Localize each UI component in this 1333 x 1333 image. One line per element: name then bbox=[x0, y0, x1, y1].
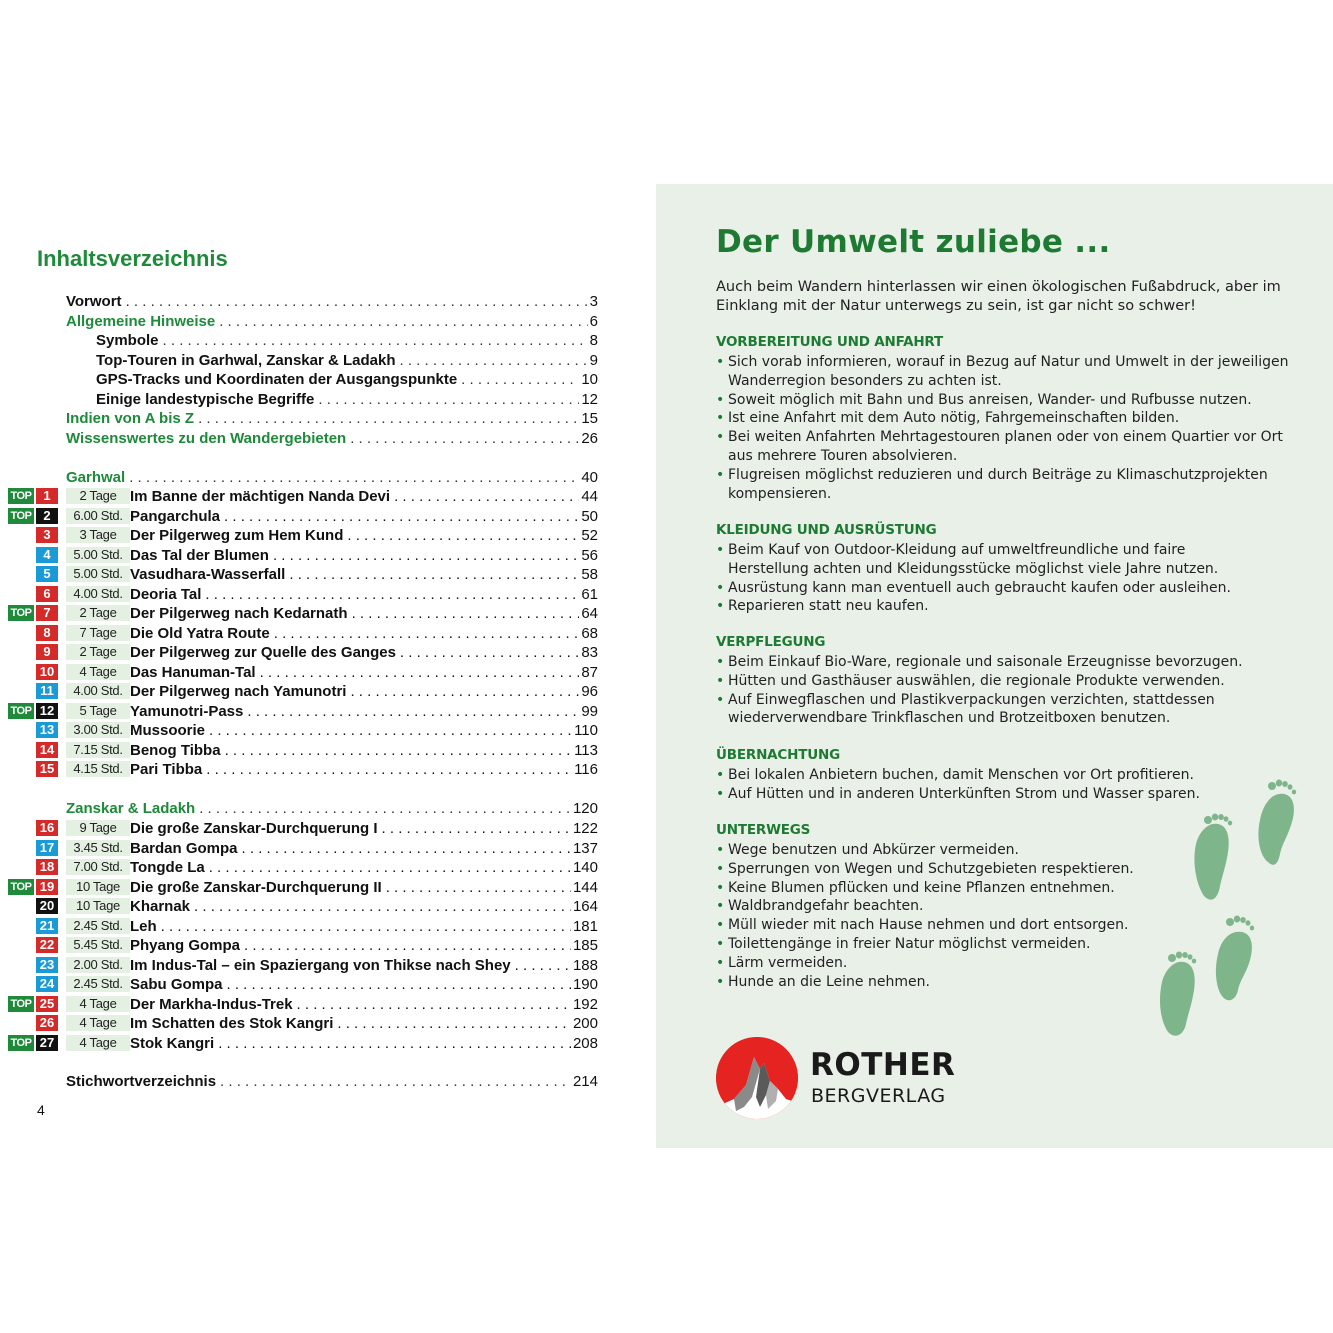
tour-duration: 5 Tage bbox=[66, 703, 130, 719]
tour-duration: 7 Tage bbox=[66, 625, 130, 641]
tour-number: 15 bbox=[36, 761, 58, 777]
tour-number: 20 bbox=[36, 898, 58, 914]
section-heading: VERPFLEGUNG bbox=[716, 634, 826, 650]
tour-number: 14 bbox=[36, 742, 58, 758]
tour-page: 164 bbox=[572, 898, 598, 915]
tour-entry bbox=[8, 721, 598, 740]
tour-title: Kharnak bbox=[130, 898, 191, 915]
tour-entry bbox=[8, 663, 598, 682]
tour-entry bbox=[8, 760, 598, 779]
tour-title: Stok Kangri bbox=[130, 1034, 215, 1052]
tour-page: 192 bbox=[572, 995, 598, 1013]
tour-page: 113 bbox=[574, 741, 598, 759]
tour-entry bbox=[8, 565, 598, 584]
toc-title: Inhaltsverzeichnis bbox=[37, 246, 228, 271]
tour-title: Im Banne der mächtigen Nanda Devi bbox=[130, 488, 391, 505]
tour-page: 190 bbox=[572, 976, 598, 993]
entry-label: Einige landestypische Begriffe bbox=[96, 391, 315, 408]
entry-page: 26 bbox=[581, 430, 598, 447]
tour-number: 26 bbox=[36, 1015, 58, 1031]
tour-duration: 4 Tage bbox=[66, 1015, 130, 1031]
tour-number: 21 bbox=[36, 918, 58, 934]
tour-page: 61 bbox=[581, 585, 598, 603]
tour-title: Yamunotri-Pass bbox=[130, 702, 244, 720]
environment-panel bbox=[656, 184, 1333, 1148]
toc-entry-index bbox=[66, 1072, 598, 1091]
tour-title: Vasudhara-Wasserfall bbox=[130, 566, 286, 583]
toc-entry bbox=[66, 429, 598, 448]
env-intro: Auch beim Wandern hinterlassen wir einen ökologischen Fußabdruck, aber im Einklang mit der Natur unterwegs zu sein, ist gar nicht so schwer! bbox=[716, 279, 1281, 314]
tip-item: • Reparieren statt neu kaufen. bbox=[716, 597, 1261, 616]
tour-title: Leh bbox=[130, 917, 157, 935]
tour-duration: 4 Tage bbox=[66, 1035, 130, 1051]
tour-duration: 4.00 Std. bbox=[66, 586, 130, 602]
tour-entry bbox=[8, 507, 598, 526]
toc-entry bbox=[96, 390, 598, 409]
tour-entry bbox=[8, 956, 598, 975]
entry-page: 120 bbox=[572, 800, 598, 817]
tour-page: 144 bbox=[572, 878, 598, 896]
footprints-icon bbox=[1156, 910, 1276, 1040]
tour-title: Der Pilgerweg zur Quelle des Ganges bbox=[130, 644, 396, 661]
tour-page: 87 bbox=[581, 663, 598, 681]
toc-entry bbox=[96, 331, 598, 350]
tour-page: 137 bbox=[572, 839, 598, 857]
tour-duration: 6.00 Std. bbox=[66, 508, 130, 524]
entry-label: Allgemeine Hinweise bbox=[66, 313, 216, 330]
tour-title: Pangarchula bbox=[130, 507, 221, 525]
tour-title: Benog Tibba bbox=[130, 741, 221, 759]
tour-duration: 2 Tage bbox=[66, 488, 130, 504]
tour-page: 208 bbox=[572, 1034, 598, 1052]
tour-title: Das Tal der Blumen bbox=[130, 546, 269, 564]
tour-entry bbox=[8, 858, 598, 877]
tour-number: 16 bbox=[36, 820, 58, 836]
tour-number: 18 bbox=[36, 859, 58, 875]
tour-duration: 2.45 Std. bbox=[66, 918, 130, 934]
tour-title: Das Hanuman-Tal bbox=[130, 663, 256, 681]
tour-title: Mussoorie bbox=[130, 722, 206, 739]
tip-list bbox=[716, 353, 1291, 503]
tour-entry bbox=[8, 995, 598, 1014]
tip-list bbox=[716, 541, 1261, 616]
tour-page: 83 bbox=[581, 644, 598, 661]
tour-title: Sabu Gompa bbox=[130, 976, 223, 993]
tour-page: 50 bbox=[581, 507, 598, 525]
tour-title: Deoria Tal bbox=[130, 585, 202, 603]
tour-number: 13 bbox=[36, 722, 58, 738]
tour-entry bbox=[8, 682, 598, 701]
tour-duration: 3 Tage bbox=[66, 527, 130, 543]
tip-item: • Waldbrandgefahr beachten. bbox=[716, 897, 1156, 916]
tour-entry bbox=[8, 878, 598, 897]
tour-page: 56 bbox=[581, 546, 598, 564]
tour-entry bbox=[8, 624, 598, 643]
tour-duration: 10 Tage bbox=[66, 898, 130, 914]
tip-item: • Beim Einkauf Bio-Ware, regionale und saisonale Erzeugnisse bevorzugen. bbox=[716, 653, 1291, 672]
section-heading: VORBEREITUNG UND ANFAHRT bbox=[716, 334, 944, 350]
env-title: Der Umwelt zuliebe ... bbox=[716, 224, 1111, 260]
entry-page: 6 bbox=[589, 313, 598, 330]
tour-duration: 2 Tage bbox=[66, 605, 130, 621]
toc-entry bbox=[96, 351, 598, 370]
tour-number: 11 bbox=[36, 683, 58, 699]
tour-title: Bardan Gompa bbox=[130, 839, 238, 857]
tour-page: 140 bbox=[572, 859, 598, 876]
tip-item: • Hütten und Gasthäuser auswählen, die regionale Produkte verwenden. bbox=[716, 672, 1291, 691]
rother-logo bbox=[716, 1037, 956, 1123]
tour-title: Pari Tibba bbox=[130, 761, 203, 778]
tour-number: 7 bbox=[36, 605, 58, 621]
tour-page: 116 bbox=[574, 761, 598, 778]
tour-number: 19 bbox=[36, 879, 58, 895]
tour-entry bbox=[8, 897, 598, 916]
tip-item: • Ausrüstung kann man eventuell auch gebraucht kaufen oder ausleihen. bbox=[716, 579, 1261, 598]
tour-number: 3 bbox=[36, 527, 58, 543]
logo-subname: BERGVERLAG bbox=[811, 1085, 946, 1107]
tour-page: 64 bbox=[581, 605, 598, 622]
entry-page: 8 bbox=[589, 332, 598, 349]
entry-page: 40 bbox=[581, 469, 598, 486]
entry-label: Garhwal bbox=[66, 469, 126, 486]
tour-duration: 4.00 Std. bbox=[66, 683, 130, 699]
tour-duration: 3.00 Std. bbox=[66, 722, 130, 738]
tour-duration: 4.15 Std. bbox=[66, 761, 130, 777]
tour-title: Der Pilgerweg nach Yamunotri bbox=[130, 683, 347, 700]
tour-duration: 7.15 Std. bbox=[66, 742, 130, 758]
tour-page: 185 bbox=[572, 937, 598, 954]
entry-page: 9 bbox=[589, 352, 598, 369]
tour-number: 1 bbox=[36, 488, 58, 504]
tour-number: 9 bbox=[36, 644, 58, 660]
toc-entry bbox=[96, 370, 598, 389]
tour-number: 2 bbox=[36, 508, 58, 524]
tour-page: 188 bbox=[572, 956, 598, 974]
tour-page: 122 bbox=[572, 820, 598, 837]
tour-page: 200 bbox=[572, 1015, 598, 1032]
tour-title: Der Pilgerweg zum Hem Kund bbox=[130, 527, 344, 544]
tour-title: Der Markha-Indus-Trek bbox=[130, 995, 293, 1013]
entry-label: Stichwortverzeichnis bbox=[66, 1073, 217, 1090]
entry-page: 10 bbox=[581, 371, 598, 388]
tip-item: • Sperrungen von Wegen und Schutzgebieten respektieren. bbox=[716, 860, 1156, 879]
tip-item: • Flugreisen möglichst reduzieren und durch Beiträge zu Klimaschutzprojekten kompensieren. bbox=[716, 466, 1291, 504]
tip-item: • Auf Hütten und in anderen Unterkünften Strom und Wasser sparen. bbox=[716, 785, 1291, 804]
tour-entry bbox=[8, 546, 598, 565]
tour-duration: 9 Tage bbox=[66, 820, 130, 836]
entry-label: Symbole bbox=[96, 332, 159, 349]
table-of-contents bbox=[0, 0, 640, 1333]
tour-title: Die große Zanskar-Durchquerung I bbox=[130, 820, 378, 837]
tour-number: 8 bbox=[36, 625, 58, 641]
tour-title: Die große Zanskar-Durchquerung II bbox=[130, 878, 382, 896]
tour-number: 25 bbox=[36, 996, 58, 1012]
tour-title: Die Old Yatra Route bbox=[130, 624, 270, 642]
tour-entry bbox=[8, 839, 598, 858]
tip-item: • Bei weiten Anfahrten Mehrtagestouren planen oder von einem Quartier vor Ort aus mehrere Touren absolvieren. bbox=[716, 428, 1291, 466]
top-tour-badge: TOP bbox=[8, 879, 34, 895]
tour-page: 68 bbox=[581, 624, 598, 642]
top-tour-badge: TOP bbox=[8, 605, 34, 621]
top-tour-badge: TOP bbox=[8, 703, 34, 719]
tour-entry bbox=[8, 917, 598, 936]
entry-label: Wissenswertes zu den Wandergebieten bbox=[66, 430, 347, 447]
tour-duration: 3.45 Std. bbox=[66, 840, 130, 856]
tour-number: 24 bbox=[36, 976, 58, 992]
tip-item: • Toilettengänge in freier Natur möglichst vermeiden. bbox=[716, 935, 1156, 954]
tour-entry bbox=[8, 975, 598, 994]
tip-item: • Bei lokalen Anbietern buchen, damit Menschen vor Ort profitieren. bbox=[716, 766, 1291, 785]
logo-mountain-icon bbox=[716, 1037, 798, 1119]
tip-list bbox=[716, 841, 1156, 991]
tour-duration: 5.45 Std. bbox=[66, 937, 130, 953]
tour-title: Im Schatten des Stok Kangri bbox=[130, 1015, 334, 1032]
tour-number: 27 bbox=[36, 1035, 58, 1051]
tour-number: 5 bbox=[36, 566, 58, 582]
tour-entry bbox=[8, 741, 598, 760]
tour-duration: 10 Tage bbox=[66, 879, 130, 895]
entry-label: Zanskar & Ladakh bbox=[66, 800, 196, 817]
toc-entry bbox=[66, 292, 598, 311]
tour-entry bbox=[8, 1014, 598, 1033]
tour-page: 99 bbox=[581, 702, 598, 720]
tour-duration: 4 Tage bbox=[66, 664, 130, 680]
tour-entry bbox=[8, 819, 598, 838]
tip-item: • Soweit möglich mit Bahn und Bus anreisen, Wander- und Rufbusse nutzen. bbox=[716, 391, 1291, 410]
tour-number: 17 bbox=[36, 840, 58, 856]
tour-page: 44 bbox=[581, 488, 598, 505]
tour-number: 4 bbox=[36, 547, 58, 563]
footprints-icon bbox=[1186, 774, 1306, 914]
tour-entry bbox=[8, 585, 598, 604]
tour-title: Tongde La bbox=[130, 859, 205, 876]
tour-entry bbox=[8, 936, 598, 955]
env-section-food bbox=[716, 634, 1291, 728]
tour-duration: 4 Tage bbox=[66, 996, 130, 1012]
section-heading: UNTERWEGS bbox=[716, 822, 811, 838]
entry-label: Vorwort bbox=[66, 293, 122, 310]
entry-page: 214 bbox=[572, 1073, 598, 1090]
tour-page: 181 bbox=[572, 917, 598, 935]
tour-number: 23 bbox=[36, 957, 58, 973]
tour-number: 6 bbox=[36, 586, 58, 602]
tour-entry bbox=[8, 702, 598, 721]
entry-label: Indien von A bis Z bbox=[66, 410, 195, 427]
env-section-clothing bbox=[716, 522, 1261, 616]
top-tour-badge: TOP bbox=[8, 508, 34, 524]
tour-page: 58 bbox=[581, 566, 598, 583]
tour-entry bbox=[8, 1034, 598, 1053]
entry-page: 15 bbox=[581, 410, 598, 427]
tour-title: Der Pilgerweg nach Kedarnath bbox=[130, 605, 348, 622]
tour-duration: 2 Tage bbox=[66, 644, 130, 660]
region-heading bbox=[66, 468, 598, 487]
tip-item: • Hunde an die Leine nehmen. bbox=[716, 973, 1156, 992]
region-heading bbox=[66, 799, 598, 818]
tour-entry bbox=[8, 526, 598, 545]
tour-duration: 5.00 Std. bbox=[66, 547, 130, 563]
page-number: 4 bbox=[37, 1102, 45, 1118]
section-heading: KLEIDUNG UND AUSRÜSTUNG bbox=[716, 522, 937, 538]
top-tour-badge: TOP bbox=[8, 488, 34, 504]
tip-item: • Wege benutzen und Abkürzer vermeiden. bbox=[716, 841, 1156, 860]
tip-item: • Lärm vermeiden. bbox=[716, 954, 1156, 973]
entry-label: Top-Touren in Garhwal, Zanskar & Ladakh bbox=[96, 352, 396, 369]
entry-page: 3 bbox=[589, 293, 598, 310]
tour-page: 110 bbox=[574, 722, 598, 739]
tour-entry bbox=[8, 643, 598, 662]
logo-name: ROTHER bbox=[810, 1047, 956, 1083]
tour-entry bbox=[8, 487, 598, 506]
top-tour-badge: TOP bbox=[8, 996, 34, 1012]
tour-entry bbox=[8, 604, 598, 623]
tip-item: • Beim Kauf von Outdoor-Kleidung auf umweltfreundliche und faire Herstellung achten und Kleidungsstücke möglichst viele Jahre nutzen. bbox=[716, 541, 1261, 579]
tour-duration: 2.45 Std. bbox=[66, 976, 130, 992]
entry-page: 12 bbox=[581, 391, 598, 408]
section-heading: ÜBERNACHTUNG bbox=[716, 747, 840, 763]
toc-entry bbox=[66, 312, 598, 331]
tour-title: Im Indus-Tal – ein Spaziergang von Thikse nach Shey bbox=[130, 956, 511, 974]
tour-page: 96 bbox=[581, 683, 598, 700]
toc-entry bbox=[66, 409, 598, 428]
entry-label: GPS-Tracks und Koordinaten der Ausgangspunkte bbox=[96, 371, 458, 388]
tour-number: 10 bbox=[36, 664, 58, 680]
tour-number: 22 bbox=[36, 937, 58, 953]
tip-item: • Auf Einwegflaschen und Plastikverpackungen verzichten, stattdessen wiederverwendbare Trinkflaschen und Brotzeitboxen benutzen. bbox=[716, 691, 1291, 729]
tour-duration: 2.00 Std. bbox=[66, 957, 130, 973]
env-section-preparation bbox=[716, 334, 1291, 503]
tip-item: • Müll wieder mit nach Hause nehmen und dort entsorgen. bbox=[716, 916, 1156, 935]
tip-item: • Ist eine Anfahrt mit dem Auto nötig, Fahrgemeinschaften bilden. bbox=[716, 409, 1291, 428]
tour-duration: 7.00 Std. bbox=[66, 859, 130, 875]
tour-duration: 5.00 Std. bbox=[66, 566, 130, 582]
top-tour-badge: TOP bbox=[8, 1035, 34, 1051]
tour-title: Phyang Gompa bbox=[130, 937, 241, 954]
env-section-on-the-way bbox=[716, 822, 1156, 991]
tip-list bbox=[716, 653, 1291, 728]
tip-item: • Sich vorab informieren, worauf in Bezug auf Natur und Umwelt in der jeweiligen Wanderregion besonders zu achten ist. bbox=[716, 353, 1291, 391]
tour-number: 12 bbox=[36, 703, 58, 719]
tip-item: • Keine Blumen pflücken und keine Pflanzen entnehmen. bbox=[716, 879, 1156, 898]
tour-page: 52 bbox=[581, 527, 598, 544]
